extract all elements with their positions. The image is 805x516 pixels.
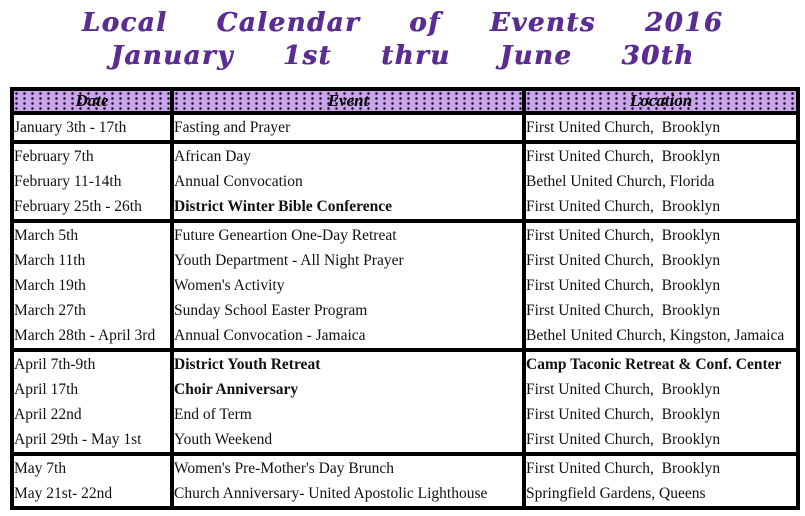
event-line: Annual Convocation - Jamaica <box>174 327 366 344</box>
event-line: End of Term <box>174 406 252 423</box>
date-cell <box>12 350 172 454</box>
date-cell <box>12 113 172 142</box>
date-cell <box>12 221 172 350</box>
location-line: First United Church, Brooklyn <box>526 119 721 136</box>
table-row-april <box>12 350 798 454</box>
event-line: Church Anniversary- United Apostolic Lighthouse <box>174 485 488 502</box>
table-row-january <box>12 113 798 142</box>
date-line: January 3th - 17th <box>14 119 127 136</box>
location-line: First United Church, Brooklyn <box>526 406 721 423</box>
location-line: First United Church, Brooklyn <box>526 381 721 398</box>
event-line: Sunday School Easter Program <box>174 302 368 319</box>
location-line: First United Church, Brooklyn <box>526 227 721 244</box>
date-line: March 27th <box>14 302 86 319</box>
event-cell <box>172 142 524 221</box>
location-cell <box>524 113 798 142</box>
event-line: District Youth Retreat <box>174 356 321 373</box>
event-line: Youth Department - All Night Prayer <box>174 252 404 269</box>
location-cell <box>524 142 798 221</box>
event-cell <box>172 454 524 508</box>
event-line: Women's Pre-Mother's Day Brunch <box>174 460 395 477</box>
location-line: First United Church, Brooklyn <box>526 302 721 319</box>
page-title <box>0 0 805 73</box>
header-row <box>12 89 798 113</box>
header-location: Location <box>524 89 798 113</box>
event-cell <box>172 113 524 142</box>
page-title-line1: Local Calendar of Events 2016 <box>81 8 724 38</box>
date-line: February 25th - 26th <box>14 198 142 215</box>
location-cell <box>524 350 798 454</box>
location-line: First United Church, Brooklyn <box>526 460 721 477</box>
date-cell <box>12 142 172 221</box>
table-row-may <box>12 454 798 508</box>
date-line: March 5th <box>14 227 79 244</box>
location-line: Camp Taconic Retreat & Conf. Center <box>526 356 782 373</box>
date-line: May 7th <box>14 460 67 477</box>
date-line: February 7th <box>14 148 94 165</box>
header-date: Date <box>12 89 172 113</box>
event-line: Women's Activity <box>174 277 285 294</box>
table-row-march <box>12 221 798 350</box>
date-line: March 11th <box>14 252 86 269</box>
location-line: First United Church, Brooklyn <box>526 148 721 165</box>
location-cell <box>524 221 798 350</box>
event-cell <box>172 350 524 454</box>
date-line: February 11-14th <box>14 173 122 190</box>
events-table <box>10 87 800 510</box>
date-cell <box>12 454 172 508</box>
event-line: Annual Convocation <box>174 173 303 190</box>
location-line: First United Church, Brooklyn <box>526 198 721 215</box>
table-row-february <box>12 142 798 221</box>
event-line: Choir Anniversary <box>174 381 299 398</box>
location-line: Springfield Gardens, Queens <box>526 485 706 502</box>
event-line: District Winter Bible Conference <box>174 198 392 215</box>
location-line: Bethel United Church, Florida <box>526 173 715 190</box>
event-line: Fasting and Prayer <box>174 119 291 136</box>
location-line: First United Church, Brooklyn <box>526 431 721 448</box>
date-line: March 28th - April 3rd <box>14 327 156 344</box>
date-line: March 19th <box>14 277 86 294</box>
location-line: First United Church, Brooklyn <box>526 277 721 294</box>
event-line: African Day <box>174 148 252 165</box>
header-event: Event <box>172 89 524 113</box>
event-line: Youth Weekend <box>174 431 273 448</box>
date-line: April 29th - May 1st <box>14 431 142 448</box>
date-line: April 7th-9th <box>14 356 96 373</box>
page-title-line2: January 1st thru June 30th <box>110 41 695 71</box>
date-line: May 21st- 22nd <box>14 485 113 502</box>
event-line: Future Geneartion One-Day Retreat <box>174 227 397 244</box>
event-cell <box>172 221 524 350</box>
date-line: April 22nd <box>14 406 82 423</box>
location-cell <box>524 454 798 508</box>
events-table-header <box>12 89 798 113</box>
date-line: April 17th <box>14 381 79 398</box>
location-line: Bethel United Church, Kingston, Jamaica <box>526 327 785 344</box>
location-line: First United Church, Brooklyn <box>526 252 721 269</box>
events-table-body <box>12 113 798 508</box>
